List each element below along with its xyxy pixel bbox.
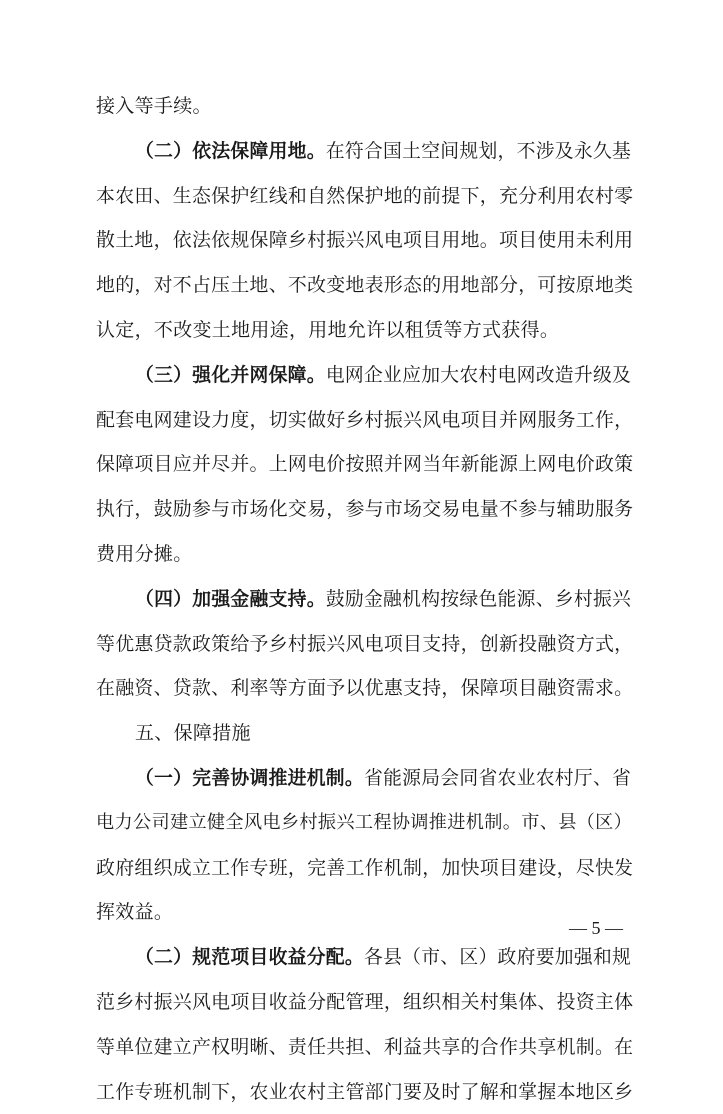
paragraph-heading: （一）完善协调推进机制。 (135, 766, 364, 789)
body-line (96, 801, 634, 846)
text-run: 地的，对不占压土地、不改变地表形态的用地部分，可按原地类 (96, 274, 634, 297)
body-line (96, 666, 634, 711)
body-line (96, 890, 634, 935)
text-run: 政府组织成立工作专班，完善工作机制，加快项目建设，尽快发 (96, 856, 634, 879)
text-run: 挥效益。 (96, 901, 174, 924)
text-run: 等优惠贷款政策给予乡村振兴风电项目支持，创新投融资方式， (96, 632, 634, 655)
body-line (96, 174, 634, 219)
text-run: 省能源局会同省农业农村厅、省 (363, 767, 632, 789)
paragraph-first-line (96, 577, 634, 622)
text-run: 电网企业应加大农村电网改造升级及 (325, 364, 632, 386)
paragraph-first-line (96, 756, 634, 801)
text-run: 本农田、生态保护红线和自然保护地的前提下，充分利用农村零 (96, 184, 634, 207)
paragraph-heading: （二）规范项目收益分配。 (135, 946, 364, 969)
paragraph-heading: （四）加强金融支持。 (135, 587, 326, 610)
paragraph-heading: （二）依法保障用地。 (135, 139, 326, 162)
text-run: 散土地，依法依规保障乡村振兴风电项目用地。项目使用未利用 (96, 229, 634, 252)
document-body (96, 84, 634, 1114)
text-run: 配套电网建设力度，切实做好乡村振兴风电项目并网服务工作， (96, 408, 634, 431)
body-line (96, 308, 634, 353)
body-line (96, 1025, 634, 1070)
text-run: 在符合国土空间规划，不涉及永久基 (325, 140, 632, 162)
body-line (96, 622, 634, 667)
text-run: 鼓励金融机构按绿色能源、乡村振兴 (325, 588, 632, 610)
body-line (96, 1070, 634, 1114)
paragraph-first-line (96, 129, 634, 174)
body-line (96, 442, 634, 487)
page-number: — 5 — (569, 918, 623, 938)
body-line (96, 980, 634, 1025)
section-title-text: 五、保障措施 (135, 722, 251, 745)
body-line (96, 84, 634, 129)
paragraph-heading: （三）强化并网保障。 (135, 363, 326, 386)
body-line (96, 846, 634, 891)
body-line (96, 218, 634, 263)
text-run: 电力公司建立健全风电乡村振兴工程协调推进机制。市、县（区） (96, 811, 633, 833)
text-run: 各县（市、区）政府要加强和规 (363, 947, 632, 969)
text-run: 执行，鼓励参与市场化交易，参与市场交易电量不参与辅助服务 (96, 498, 634, 521)
text-run: 工作专班机制下，农业农村主管部门要及时了解和掌握本地区乡 (96, 1080, 634, 1103)
text-run: 等单位建立产权明晰、责任共担、利益共享的合作共享机制。在 (96, 1035, 634, 1058)
body-line (96, 487, 634, 532)
text-run: 保障项目应并尽并。上网电价按照并网当年新能源上网电价政策 (96, 453, 634, 476)
text-run: 在融资、贷款、利率等方面予以优惠支持，保障项目融资需求。 (96, 677, 634, 700)
body-line (96, 263, 634, 308)
text-run: 费用分摊。 (96, 542, 193, 565)
text-run: 认定，不改变土地用途，用地允许以租赁等方式获得。 (96, 318, 560, 341)
text-run: 接入等手续。 (96, 95, 212, 117)
body-line (96, 398, 634, 443)
body-line (96, 532, 634, 577)
section-title (96, 711, 634, 756)
paragraph-first-line (96, 935, 634, 980)
paragraph-first-line (96, 353, 634, 398)
text-run: 范乡村振兴风电项目收益分配管理，组织相关村集体、投资主体 (96, 990, 634, 1013)
